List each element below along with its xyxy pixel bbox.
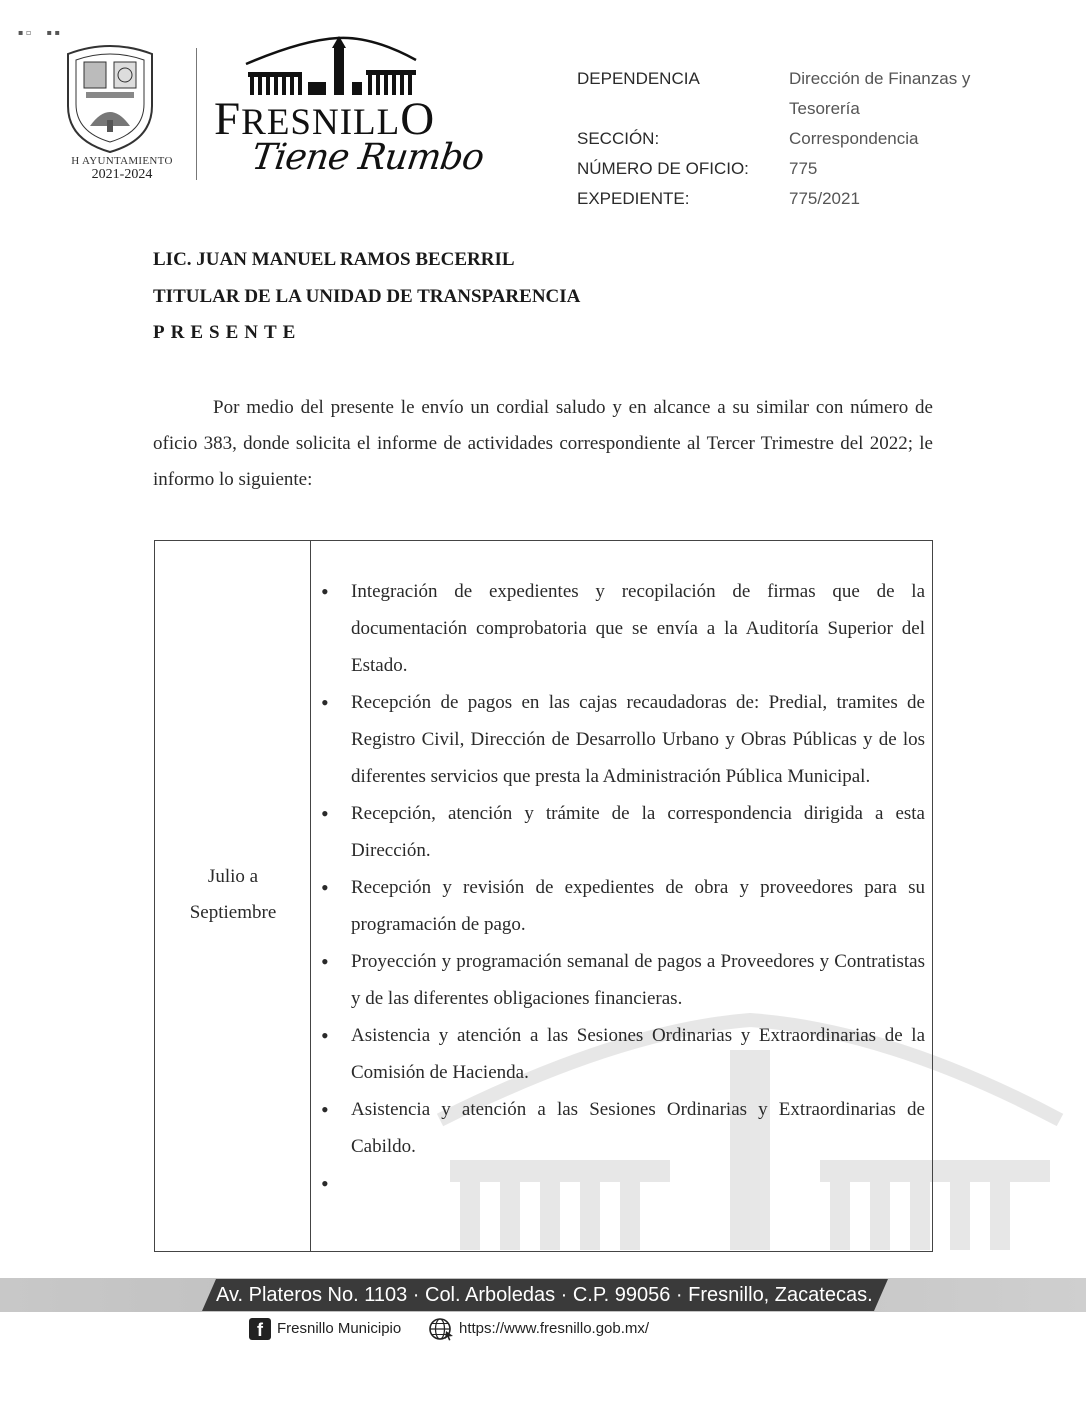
- period-line-2: Septiembre: [189, 902, 277, 923]
- activity-item: • Integración de expedientes y recopilación de firmas que de la documentación comprobatoria que se envía a la Auditoría Superior del Estado.: [351, 573, 925, 684]
- brand-initial: F: [214, 93, 242, 145]
- period-text: [155, 859, 311, 931]
- activity-table: [154, 540, 933, 1252]
- footer-address: Av. Plateros No. 1103 · Col. Arboledas · C.P. 99056 · Fresnillo, Zacatecas.: [216, 1284, 873, 1306]
- activity-item: • Asistencia y atención a las Sesiones Ordinarias y Extraordinarias de la Comisión de Hacienda.: [351, 1017, 925, 1091]
- activity-item: • Recepción y revisión de expedientes de obra y proveedores para su programación de pago.: [351, 869, 925, 943]
- facebook-icon[interactable]: f: [249, 1318, 271, 1340]
- oficio-label: NÚMERO DE OFICIO:: [577, 159, 749, 178]
- seccion-value: Correspondencia: [789, 129, 919, 148]
- header-divider: [196, 48, 197, 180]
- activity-item: • Proyección y programación semanal de pagos a Proveedores y Contratistas y de las diferentes obligaciones financieras.: [351, 943, 925, 1017]
- globe-icon[interactable]: [428, 1317, 454, 1341]
- expediente-label: EXPEDIENTE:: [577, 189, 690, 208]
- brand-final: O: [400, 93, 436, 145]
- expediente-value: 775/2021: [789, 189, 860, 208]
- activity-item: • Recepción de pagos en las cajas recaudadoras de: Predial, tramites de Registro Civil, Dirección de Desarrollo Urbano y Obras Públicas y de los diferentes servicios que presta la Administración Pública Municipal.: [351, 684, 925, 795]
- addressee-presente: PRESENTE: [153, 322, 302, 343]
- activity-list: [351, 573, 925, 1202]
- dependencia-value-2: Tesorería: [789, 99, 860, 118]
- addressee-name: LIC. JUAN MANUEL RAMOS BECERRIL: [153, 249, 515, 270]
- brand-slogan: Tiene Rumbo: [249, 137, 486, 178]
- scan-marks: ▪ ▫ ▪ ▪: [18, 28, 61, 37]
- seccion-label: SECCIÓN:: [577, 129, 660, 148]
- period-cell: [155, 541, 311, 1251]
- dependencia-value-1: Dirección de Finanzas y: [789, 69, 971, 88]
- activity-item: • Recepción, atención y trámite de la correspondencia dirigida a esta Dirección.: [351, 795, 925, 869]
- ayuntamiento-label: H AYUNTAMIENTO: [71, 155, 173, 167]
- dependencia-label: DEPENDENCIA: [577, 69, 700, 88]
- brand-name: [214, 93, 436, 145]
- facebook-link[interactable]: Fresnillo Municipio: [277, 1320, 402, 1337]
- activity-item-empty: [351, 1165, 925, 1202]
- fresnillo-skyline-icon: [242, 34, 420, 96]
- website-link[interactable]: https://www.fresnillo.gob.mx/: [459, 1320, 650, 1337]
- ayuntamiento-seal-icon: [60, 36, 160, 156]
- activity-item: • Asistencia y atención a las Sesiones Ordinarias y Extraordinarias de Cabildo.: [351, 1091, 925, 1165]
- oficio-value: 775: [789, 159, 818, 178]
- intro-paragraph: Por medio del presente le envío un cordial saludo y en alcance a su similar con número de oficio 383, donde solicita el informe de actividades correspondiente al Tercer Trimestre del 2022; le informo lo siguiente:: [153, 397, 933, 490]
- ayuntamiento-years: 2021-2024: [91, 167, 153, 182]
- period-line-1: Julio a: [207, 866, 259, 887]
- addressee-position: TITULAR DE LA UNIDAD DE TRANSPARENCIA: [153, 286, 581, 307]
- brand-middle: RESNILL: [241, 102, 401, 143]
